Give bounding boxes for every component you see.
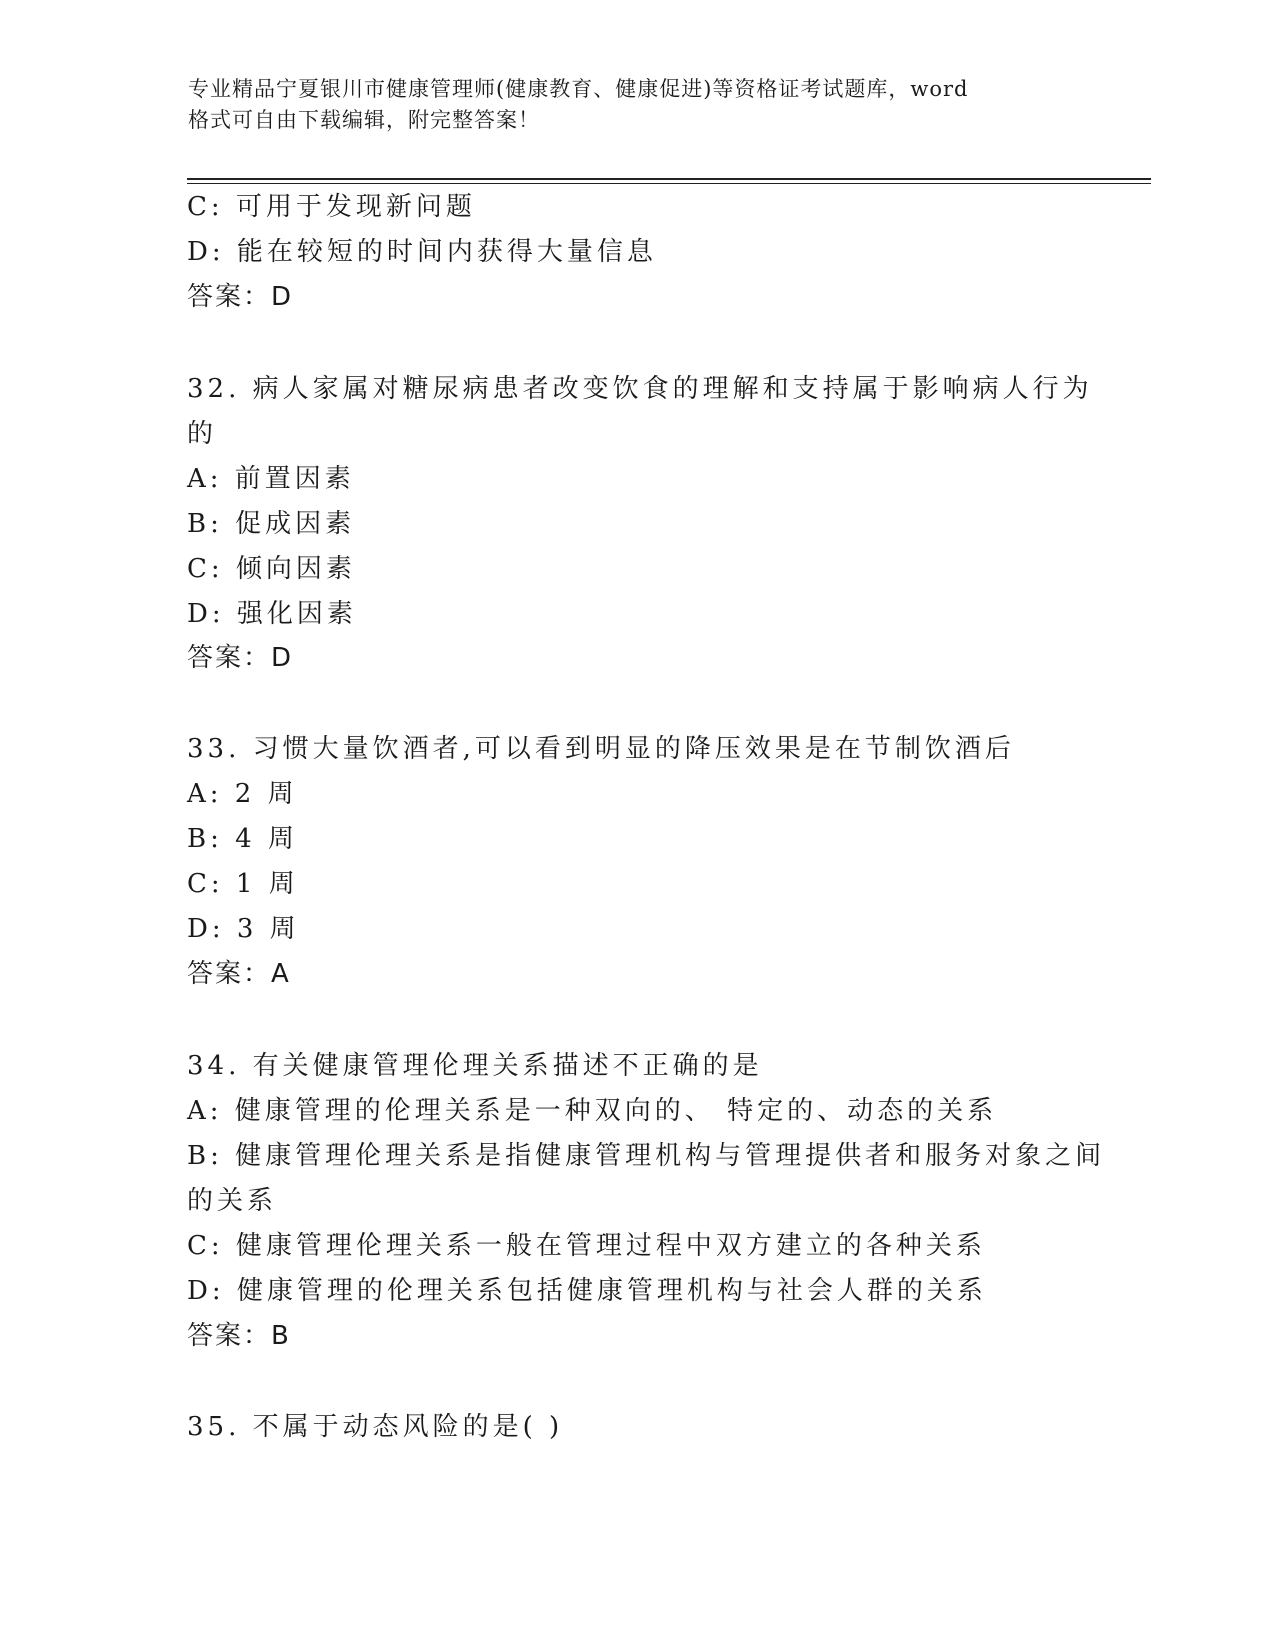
question-34-option-a: A: 健康管理的伦理关系是一种双向的、 特定的、动态的关系 [187, 1096, 998, 1126]
question-34-stem: 34. 有关健康管理伦理关系描述不正确的是 [187, 1051, 763, 1081]
question-32-option-c: C: 倾向因素 [187, 554, 356, 584]
header-divider-thin [187, 183, 1151, 184]
question-34-option-c: C: 健康管理伦理关系一般在管理过程中双方建立的各种关系 [187, 1231, 986, 1261]
question-33-option-c: C: 1 周 [187, 869, 299, 899]
question-33-answer: 答案：A [187, 959, 291, 989]
question-35-stem: 35. 不属于动态风险的是( ) [187, 1412, 564, 1442]
option-d: D: 能在较短的时间内获得大量信息 [187, 237, 657, 267]
answer: 答案：D [187, 282, 294, 312]
question-32-stem-cont: 的 [187, 419, 218, 449]
question-34-option-d: D: 健康管理的伦理关系包括健康管理机构与社会人群的关系 [187, 1276, 987, 1306]
question-33-option-b: B: 4 周 [187, 824, 298, 854]
question-32-stem: 32. 病人家属对糖尿病患者改变饮食的理解和支持属于影响病人行为 [187, 374, 1093, 404]
header-line-1: 专业精品宁夏银川市健康管理师(健康教育、健康促进)等资格证考试题库，word [188, 77, 969, 101]
question-34-option-b: B: 健康管理伦理关系是指健康管理机构与管理提供者和服务对象之间 [187, 1141, 1106, 1171]
question-34-option-b-cont: 的关系 [187, 1186, 278, 1216]
question-32-option-d: D: 强化因素 [187, 599, 357, 629]
question-33-stem: 33. 习惯大量饮酒者,可以看到明显的降压效果是在节制饮酒后 [187, 734, 1015, 764]
question-33-option-a: A: 2 周 [187, 779, 298, 809]
question-32-option-b: B: 促成因素 [187, 509, 356, 539]
header-line-2: 格式可自由下载编辑，附完整答案！ [188, 108, 540, 132]
document-header [188, 74, 1088, 136]
question-32-option-a: A: 前置因素 [187, 464, 355, 494]
header-divider-thick [187, 178, 1151, 180]
question-32-answer: 答案：D [187, 643, 294, 673]
question-33-option-d: D: 3 周 [187, 914, 300, 944]
question-34-answer: 答案：B [187, 1321, 291, 1351]
option-c: C: 可用于发现新问题 [187, 192, 476, 222]
